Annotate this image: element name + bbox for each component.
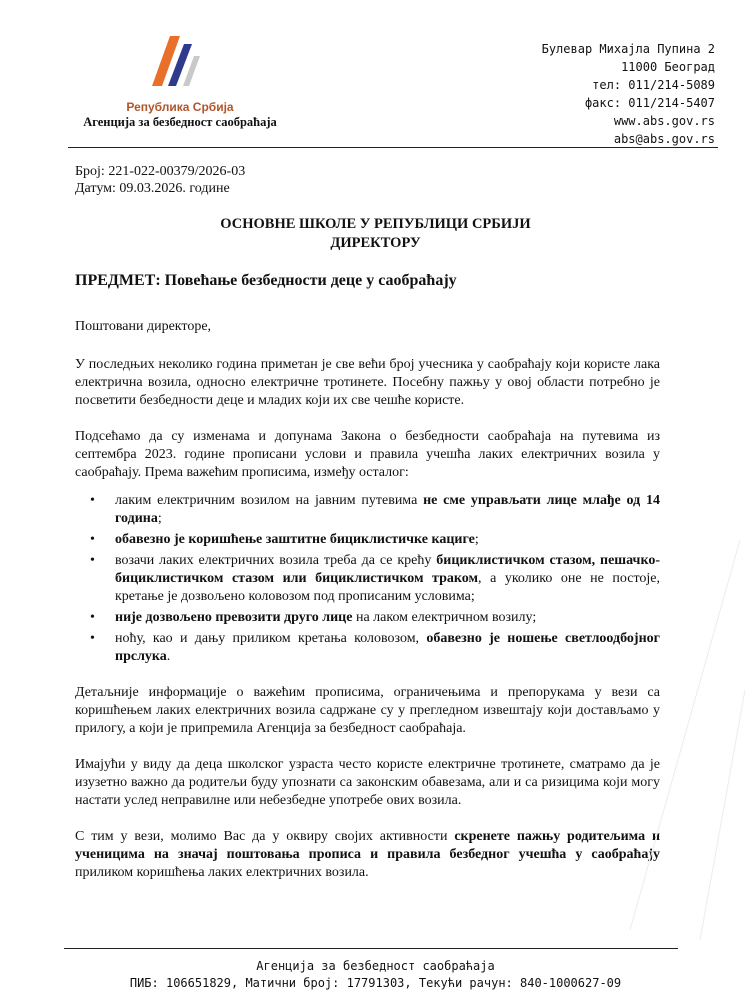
- footer: [0, 958, 751, 992]
- document-meta: [75, 163, 245, 197]
- fax: факс: 011/214-5407: [584, 96, 715, 110]
- contact-block: [542, 40, 715, 148]
- paragraph-1: У последњих неколико година приметан је све већи број учесника у саобраћају који користе лака електрична возила, односно електричне тротинете. Посебну пажњу у овој области потребно је посветити безбедности деце и младих који их све чешће користе.: [75, 357, 660, 408]
- bullet-icon: •: [90, 493, 95, 508]
- list-item: • није дозвољено превозити друго лице на лаком електричном возилу;: [90, 610, 537, 625]
- footer-divider: [64, 948, 678, 949]
- paragraph-3: Детаљније информације о важећим прописима, ограничењима и препорукама у вези са коришћењем лаких електричних возила садржане су у прегледном извештају који достављамо у прилогу, а који је припремила Агенција за безбедност саобраћаја.: [75, 685, 660, 736]
- recipient: [0, 215, 751, 253]
- agency-logo: [150, 30, 212, 92]
- list-item: • ноћу, као и дању приликом кретања коловозом, обавезно је ношење светлоодбојног прслука.: [90, 631, 660, 664]
- email: abs@abs.gov.rs: [613, 132, 715, 146]
- address-city: 11000 Београд: [621, 60, 715, 74]
- document-date: Датум: 09.03.2026. године: [75, 181, 230, 196]
- recipient-line-2: ДИРЕКТОРУ: [330, 235, 421, 251]
- paragraph-4: Имајући у виду да деца школског узраста често користе електричне тротинете, сматрамо да је изузетно важно да родитељи буду упознати са законским обавезама, али и са ризицима који могу настати услед неправилне или небезбедне употребе ових возила.: [75, 757, 660, 808]
- list-item: • возачи лаких електричних возила треба да се крећу бициклистичком стазом, пешачко-бициклистичком стазом или бициклистичком траком, а уколико оне не постоје, кретање је дозвољено коловозом под прописаним условима;: [90, 553, 661, 604]
- phone: тел: 011/214-5089: [592, 78, 715, 92]
- rules-list: [75, 492, 660, 666]
- header-divider: [68, 147, 718, 148]
- bullet-icon: •: [90, 631, 95, 646]
- agency-name: Агенција за безбедност саобраћаја: [83, 115, 277, 129]
- recipient-line-1: ОСНОВНЕ ШКОЛЕ У РЕПУБЛИЦИ СРБИЈИ: [220, 216, 531, 232]
- address-street: Булевар Михајла Пупина 2: [541, 42, 715, 56]
- list-item: • лаким електричним возилом на јавним путевима не сме управљати лице млађе од 14 година;: [90, 493, 660, 526]
- list-item: • обавезно је коришћење заштитне бициклистичке кациге;: [90, 532, 479, 547]
- paragraph-2: Подсећамо да су изменама и допунама Закона о безбедности саобраћаја на путевима из септембра 2023. године прописани услови и правила учешћа лаких електричних возила у саобраћају. Према важећим прописима, између осталог:: [75, 429, 660, 480]
- paragraph-5: С тим у вези, молимо Вас да у оквиру својих активности скренете пажњу родитељима и ученицима на значај поштовања прописа и правила безбедног учешћа у саобраћају приликом коришћења лаких електричних возила.: [75, 829, 661, 880]
- subject-line: ПРЕДМЕТ: Повећање безбедности деце у саобраћају: [75, 272, 457, 289]
- greeting: Поштовани директоре,: [75, 319, 212, 334]
- organization-block: [60, 100, 300, 130]
- website: www.abs.gov.rs: [613, 114, 715, 128]
- republic-name: Република Србија: [126, 100, 234, 114]
- footer-agency: Агенција за безбедност саобраћаја: [256, 959, 495, 973]
- footer-registry: ПИБ: 106651829, Матични број: 17791303, Текући рачун: 840-1000627-09: [129, 976, 622, 990]
- bullet-icon: •: [90, 610, 95, 625]
- bullet-icon: •: [90, 553, 95, 568]
- bullet-icon: •: [90, 532, 95, 547]
- document-number: Број: 221-022-00379/2026-03: [75, 164, 246, 179]
- letter-body: [75, 318, 660, 900]
